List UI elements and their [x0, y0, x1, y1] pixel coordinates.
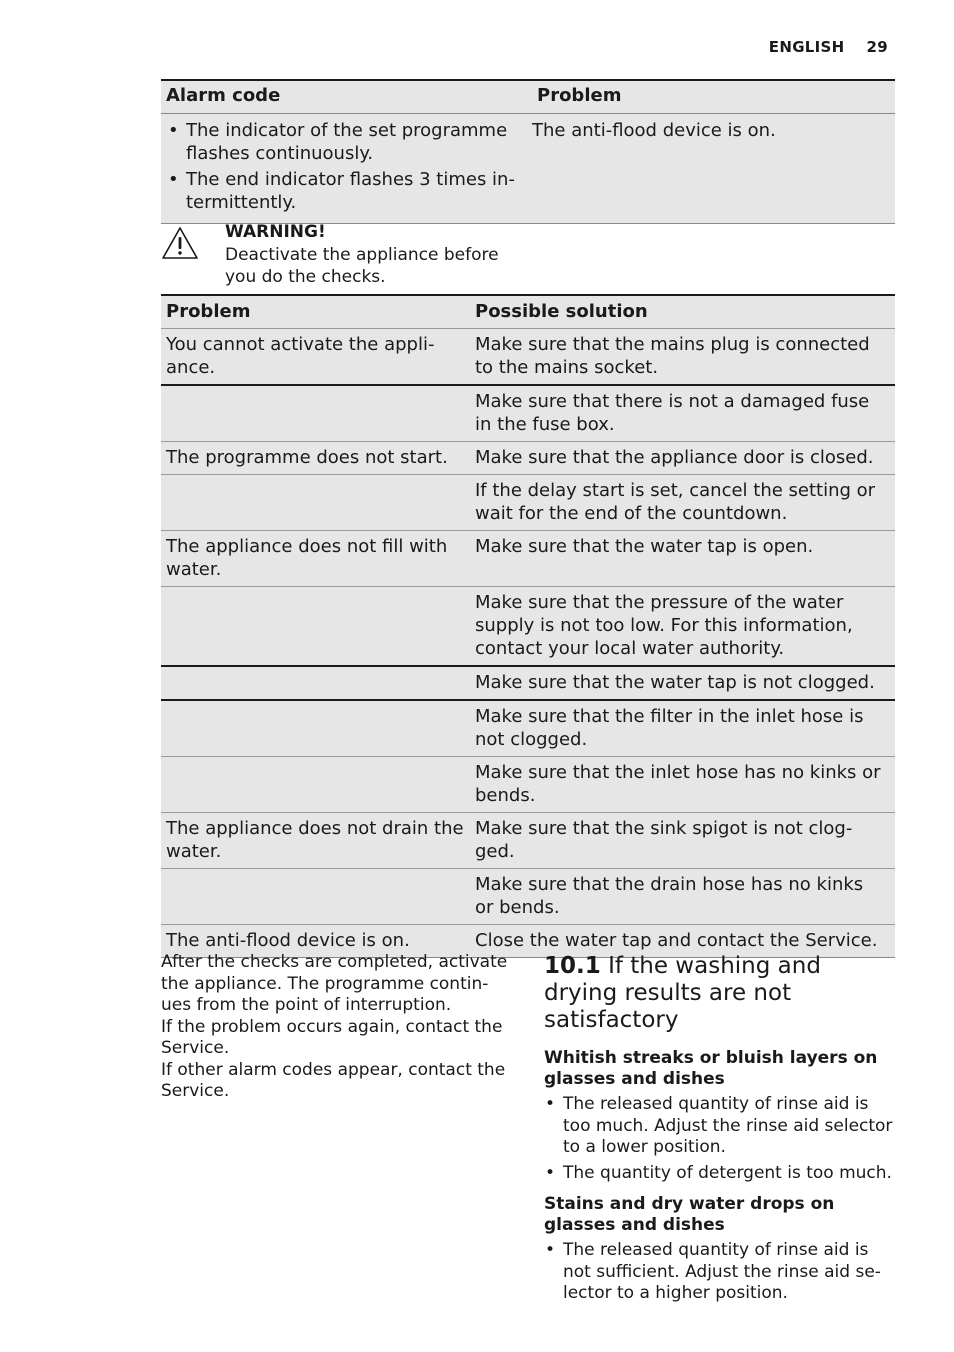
- problem-cell: [161, 475, 475, 530]
- list-item: • The released quantity of rinse aid is too much. Adjust the rinse aid selector to a lower position.: [544, 1094, 899, 1159]
- solution-cell: Make sure that the mains plug is connected to the mains socket.: [475, 334, 870, 378]
- table-row: [161, 701, 895, 757]
- table-row: [161, 757, 895, 813]
- alarm-col-header: Alarm code: [166, 85, 281, 106]
- problem-cell: [161, 386, 475, 441]
- alarm-table-row: [161, 114, 895, 223]
- problem-cell: You cannot activate the appli-ance.: [166, 334, 435, 378]
- table-row: [161, 531, 895, 587]
- alarm-code-item: • The indicator of the set programme flashes continuously.: [166, 119, 527, 165]
- table-row: [161, 813, 895, 869]
- solution-cell: Make sure that the water tap is open.: [475, 536, 814, 557]
- problem-cell: [161, 869, 475, 924]
- problem-cell: The programme does not start.: [166, 447, 448, 468]
- problem-cell: The appliance does not fill with water.: [166, 536, 448, 580]
- problem-cell: The anti-flood device is on.: [166, 930, 410, 951]
- warning-title: WARNING!: [225, 222, 326, 242]
- troubleshooting-header: [161, 296, 895, 329]
- warning-triangle-icon: [161, 226, 199, 260]
- alarm-problem-cell: The anti-flood device is on.: [532, 120, 776, 141]
- problem-cell: [161, 667, 475, 699]
- paragraph: If other alarm codes appear, contact the Service.: [161, 1059, 506, 1101]
- solution-cell: Make sure that there is not a damaged fuse in the fuse box.: [475, 391, 870, 435]
- table-row: [161, 587, 895, 667]
- solution-cell: Make sure that the inlet hose has no kinks or bends.: [475, 762, 881, 806]
- warning-box: [161, 222, 521, 292]
- solution-col-header: Possible solution: [475, 301, 648, 322]
- solution-cell: Make sure that the pressure of the water supply is not too low. For this information, contact your local water authority.: [475, 592, 853, 659]
- table-row: [161, 869, 895, 925]
- table-row: [161, 442, 895, 475]
- subsection-heading: Whitish streaks or bluish layers on glasses and dishes: [544, 1048, 878, 1089]
- problem-col-header: Problem: [537, 85, 622, 106]
- alarm-code-list: [161, 119, 527, 214]
- solution-cell: Make sure that the drain hose has no kinks or bends.: [475, 874, 864, 918]
- list-item: • The quantity of detergent is too much.: [544, 1163, 899, 1185]
- problem-col-header: Problem: [166, 301, 251, 322]
- bullet-list: [544, 1094, 899, 1184]
- table-row: [161, 475, 895, 531]
- list-item: • The released quantity of rinse aid is not sufficient. Adjust the rinse aid se-lector to a higher position.: [544, 1240, 899, 1305]
- alarm-code-table: [161, 79, 895, 224]
- problem-cell: [161, 701, 475, 756]
- solution-cell: Make sure that the sink spigot is not clog-ged.: [475, 818, 853, 862]
- troubleshooting-table: [161, 294, 895, 958]
- problem-cell: [161, 757, 475, 812]
- section-10-1: [544, 953, 899, 1315]
- solution-cell: Make sure that the filter in the inlet hose is not clogged.: [475, 706, 864, 750]
- alarm-code-item: • The end indicator flashes 3 times in-termittently.: [166, 168, 527, 214]
- header-language: ENGLISH: [768, 38, 845, 56]
- solution-cell: If the delay start is set, cancel the setting or wait for the end of the countdown.: [475, 480, 876, 524]
- solution-cell: Make sure that the water tap is not clogged.: [475, 672, 875, 693]
- table-row: [161, 667, 895, 701]
- problem-cell: [161, 587, 475, 665]
- bullet-list: [544, 1240, 899, 1305]
- after-checks-text: [161, 952, 511, 1103]
- subsection-heading: Stains and dry water drops on glasses and dishes: [544, 1194, 835, 1235]
- paragraph: After the checks are completed, activate the appliance. The programme contin-ues from the point of interruption.: [161, 952, 508, 1015]
- warning-text: Deactivate the appliance before you do the checks.: [225, 245, 499, 287]
- section-number: 10.1: [544, 953, 601, 979]
- problem-cell: The appliance does not drain the water.: [166, 818, 464, 862]
- section-title: [544, 953, 899, 1034]
- alarm-table-header: [161, 81, 895, 114]
- alarm-codes-cell: [161, 119, 527, 217]
- page-header: [769, 38, 888, 56]
- table-row: [161, 329, 895, 386]
- paragraph: If the problem occurs again, contact the Service.: [161, 1016, 503, 1058]
- table-row: [161, 386, 895, 442]
- solution-cell: Close the water tap and contact the Service.: [475, 930, 878, 951]
- section-title-text: If the washing and drying results are not satisfactory: [544, 953, 821, 1033]
- page-number: 29: [866, 38, 888, 56]
- solution-cell: Make sure that the appliance door is closed.: [475, 447, 874, 468]
